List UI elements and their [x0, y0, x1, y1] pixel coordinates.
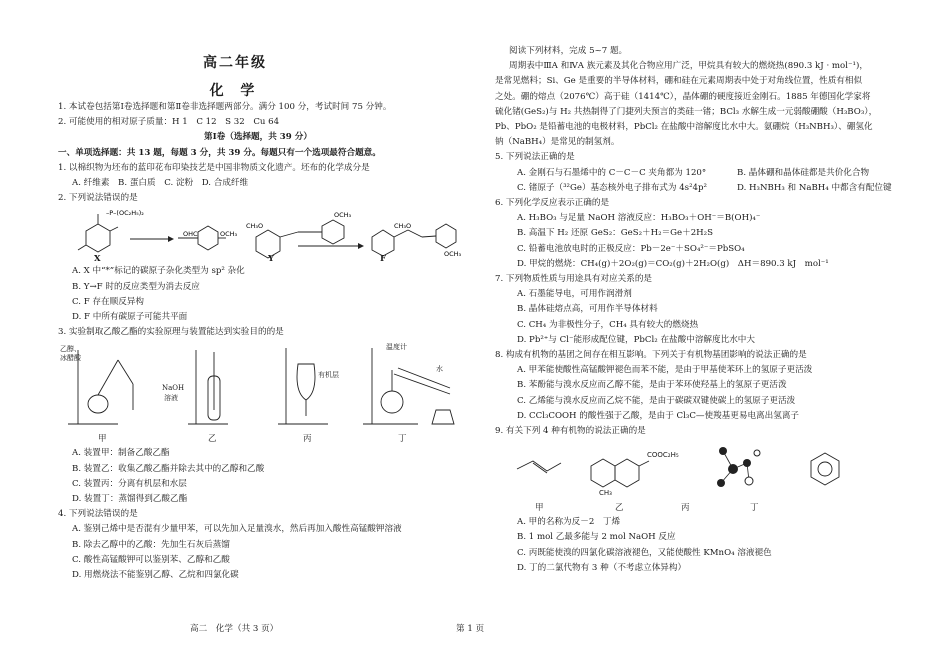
q5-option-d: D. H₃NBH₃ 和 NaBH₄ 中都含有配位键: [737, 182, 892, 193]
question-2: 2. 下列说法错误的是: [58, 193, 138, 204]
svg-text:OHC: OHC: [183, 230, 198, 239]
intro-line: 2. 可能使用的相对原子质量：H 1 C 12 S 32 Cu 64: [58, 117, 280, 128]
q2-option-b: B. Y→F 时的反应类型为消去反应: [72, 281, 200, 292]
passage-line: Pb、PbO₂ 是铅蓄电池的电极材料，PbCl₂ 在盐酸中溶解度比水中大。氨硼烷（H₃NBH₃）、硼氢化: [495, 122, 873, 133]
q9-molecules-figure: [495, 439, 915, 501]
label-x: X: [94, 254, 101, 265]
ring-aldehyde: [198, 226, 218, 250]
question-3: 3. 实验制取乙酸乙酯的实验原理与装置能达到实验目的的是: [58, 327, 284, 338]
molecules-drawing: [495, 439, 915, 501]
q6-option-b: B. 高温下 H₂ 还原 GeS₂：GeS₂＋H₂＝Ge＋2H₂S: [517, 228, 714, 239]
question-1: 1. 以棉织物为坯布的蓝印花布印染技艺是中国非物质文化遗产。坯布的化学成分是: [58, 162, 370, 173]
q9-label-row: [495, 501, 915, 515]
ring-y2: [322, 220, 344, 244]
question-1-options: A. 纤维素 B. 蛋白质 C. 淀粉 D. 合成纤维: [72, 178, 249, 189]
svg-text:OCH₃: OCH₃: [220, 230, 238, 239]
left-column: [58, 100, 462, 583]
passage-line: 是常见燃料；Si、Ge 是重要的半导体材料，硼和硅在元素周期表中处于对角线位置，性质有相似: [495, 76, 863, 87]
fig-text-ester: COOC₂H₅: [647, 451, 679, 460]
apparatus-drawing: [58, 340, 458, 432]
label-yi: 乙: [615, 503, 624, 514]
label-jia: 甲: [535, 503, 544, 514]
fig-text-organic-layer: 有机层: [318, 371, 339, 380]
q3-apparatus-figure: [58, 340, 458, 432]
fig-text-thermometer: 温度计: [386, 343, 407, 352]
q9-option-a: A. 甲的名称为反－2 丁烯: [517, 517, 621, 528]
q4-option-b: B. 除去乙醇中的乙酸：先加生石灰后蒸馏: [72, 539, 230, 550]
fig-text-naoh: NaOH: [162, 384, 185, 393]
svg-text:OCH₃: OCH₃: [444, 250, 462, 259]
coumarin-ring1: [591, 459, 615, 487]
q9-option-b: B. 1 mol 乙最多能与 2 mol NaOH 反应: [517, 532, 676, 543]
q3-label-row: [58, 432, 458, 446]
q5-option-c: C. 锗原子（³²Ge）基态核外电子排布式为 4s²4p²: [517, 182, 707, 193]
q8-option-a: A. 甲苯能使酸性高锰酸钾褪色而苯不能，是由于甲基使苯环上的氢原子更活泼: [517, 365, 813, 376]
footer-course: 高二 化学（共 3 页）: [190, 624, 279, 634]
question-9: 9. 有关下列 4 种有机物的说法正确的是: [495, 426, 646, 437]
q3-option-b: B. 装置乙：收集乙酸乙酯并除去其中的乙醇和乙酸: [72, 463, 265, 474]
fig-text-ethanol: 乙醇、: [60, 345, 81, 354]
q6-option-a: A. H₃BO₃ 与足量 NaOH 溶液反应：H₃BO₃＋OH⁻＝B(OH)₄⁻: [517, 213, 761, 224]
q4-option-d: D. 用燃烧法不能鉴别乙醇、乙烷和四氯化碳: [72, 570, 239, 581]
label-ding: 丁: [750, 503, 759, 514]
ring-f2: [436, 224, 456, 248]
q2-option-a: A. X 中“*”标记的碳原子杂化类型为 sp² 杂化: [72, 266, 245, 277]
fig-text-acetic-acid: 冰醋酸: [60, 354, 81, 363]
label-y: Y: [268, 254, 275, 265]
svg-text:OCH₃: OCH₃: [334, 211, 352, 220]
fig-text-methyl: CH₃: [599, 489, 612, 498]
svg-text:CH₃O: CH₃O: [394, 222, 412, 231]
q4-option-a: A. 鉴别己烯中是否混有少量甲苯，可以先加入足量溴水，然后再加入酸性高锰酸钾溶液: [72, 524, 402, 535]
label-bing: 丙: [303, 434, 312, 445]
question-7: 7. 下列物质性质与用途具有对应关系的是: [495, 274, 653, 285]
question-8: 8. 构成有机物的基团之间存在相互影响。下列关于有机物基团影响的说法正确的是: [495, 350, 807, 361]
q3-option-a: A. 装置甲：制备乙酸乙酯: [72, 448, 170, 459]
q5-option-b: B. 晶体硼和晶体硅都是共价化合物: [737, 167, 870, 178]
q9-option-d: D. 丁的二氯代物有 3 种（不考虑立体异构）: [517, 562, 687, 573]
subject-title: 化 学: [209, 83, 261, 99]
q5-option-a: A. 金刚石与石墨烯中的 C－C－C 夹角都为 120°: [517, 167, 707, 178]
question-4: 4. 下列说法错误的是: [58, 509, 138, 520]
q6-option-d: D. 甲烷的燃烧：CH₄(g)＋2O₂(g)＝CO₂(g)＋2H₂O(g) ΔH＝890.3 kJ mol⁻¹: [517, 258, 829, 269]
q2-option-c: C. F 存在顺反异构: [72, 296, 144, 307]
passage-line: 钠（NaBH₄）是常见的制氢剂。: [495, 137, 620, 148]
q2-option-d: D. F 中所有碳原子可能共平面: [72, 312, 188, 323]
svg-text:–P–(OC₂H₅)₂: –P–(OC₂H₅)₂: [106, 209, 144, 218]
fig-text-water: 水: [436, 365, 443, 374]
passage-line: 硫化锗(GeS₂)与 H₂ 共热制得了门捷列夫预言的类硅一锗；BCl₃ 水解生成一元弱酸硼酸（H₃BO₃），: [495, 106, 878, 117]
q2-structures-figure: [58, 206, 462, 265]
q4-option-c: C. 酸性高锰酸钾可以鉴别苯、乙醇和乙酸: [72, 554, 230, 565]
coumarin-ring2: [615, 459, 639, 487]
q8-option-b: B. 苯酚能与溴水反应而乙醇不能，是由于苯环使羟基上的氢原子更活泼: [517, 380, 787, 391]
q9-option-c: C. 丙既能使溴的四氯化碳溶液褪色，又能使酸性 KMnO₄ 溶液褪色: [517, 547, 772, 558]
question-6: 6. 下列化学反应表示正确的是: [495, 198, 610, 209]
intro-line: 1. 本试卷包括第Ⅰ卷选择题和第Ⅱ卷非选择题两部分。满分 100 分，考试时间 75 分钟。: [58, 102, 392, 112]
label-bing: 丙: [681, 503, 690, 514]
question-5: 5. 下列说法正确的是: [495, 152, 575, 163]
label-yi: 乙: [208, 434, 217, 445]
label-ding: 丁: [398, 434, 407, 445]
passage-line: 阅读下列材料，完成 5~7 题。: [509, 46, 628, 56]
footer-page-number: 第 1 页: [456, 624, 485, 634]
q3-option-d: D. 装置丁：蒸馏得到乙酸乙酯: [72, 494, 188, 505]
section1-instructions: 一、单项选择题：共 13 题，每题 3 分，共 39 分。每题只有一个选项最符合题意。: [58, 147, 381, 158]
q5-options-row1: [495, 166, 915, 181]
fig-text-solution: 溶液: [164, 394, 178, 403]
grade-title: 高二年级: [203, 55, 267, 71]
q7-option-b: B. 晶体硅熔点高，可用作半导体材料: [517, 304, 658, 315]
passage-line: 之处。硼的熔点（2076℃）高于硅（1414℃），晶体硼的硬度接近金刚石。1885 年德国化学家将: [495, 91, 871, 102]
q8-option-d: D. CCl₃COOH 的酸性强于乙酸，是由于 Cl₃C—使羧基更易电离出氢离子: [517, 410, 800, 421]
q6-option-c: C. 铅蓄电池放电时的正极反应：Pb－2e⁻＋SO₄²⁻＝PbSO₄: [517, 243, 745, 254]
passage-line: 周期表中ⅢA 和ⅣA 族元素及其化合物应用广泛，甲烷具有较大的燃烧热(890.3 kJ · mol⁻¹)，: [509, 61, 868, 72]
svg-text:CH₃O: CH₃O: [246, 222, 264, 231]
ring-f1: [372, 230, 394, 256]
q3-option-c: C. 装置丙：分离有机层和水层: [72, 478, 187, 489]
label-f: F: [380, 254, 387, 265]
reaction-scheme: [58, 206, 462, 264]
benzene-ring: [811, 453, 839, 485]
q7-option-d: D. Pb²⁺与 Cl⁻能形成配位键，PbCl₂ 在盐酸中溶解度比水中大: [517, 334, 755, 345]
q8-option-c: C. 乙烯能与溴水反应而乙烷不能，是由于碳碳双键使碳上的氢原子更活泼: [517, 395, 796, 406]
q7-option-a: A. 石墨能导电，可用作润滑剂: [517, 289, 632, 300]
right-column: [495, 44, 915, 576]
ring-x: [86, 224, 110, 252]
section1-title: 第Ⅰ卷（选择题，共 39 分）: [204, 132, 312, 143]
label-jia: 甲: [98, 434, 107, 445]
q7-option-c: C. CH₄ 为非极性分子，CH₄ 具有较大的燃烧热: [517, 319, 699, 330]
q5-options-row2: [495, 181, 915, 196]
